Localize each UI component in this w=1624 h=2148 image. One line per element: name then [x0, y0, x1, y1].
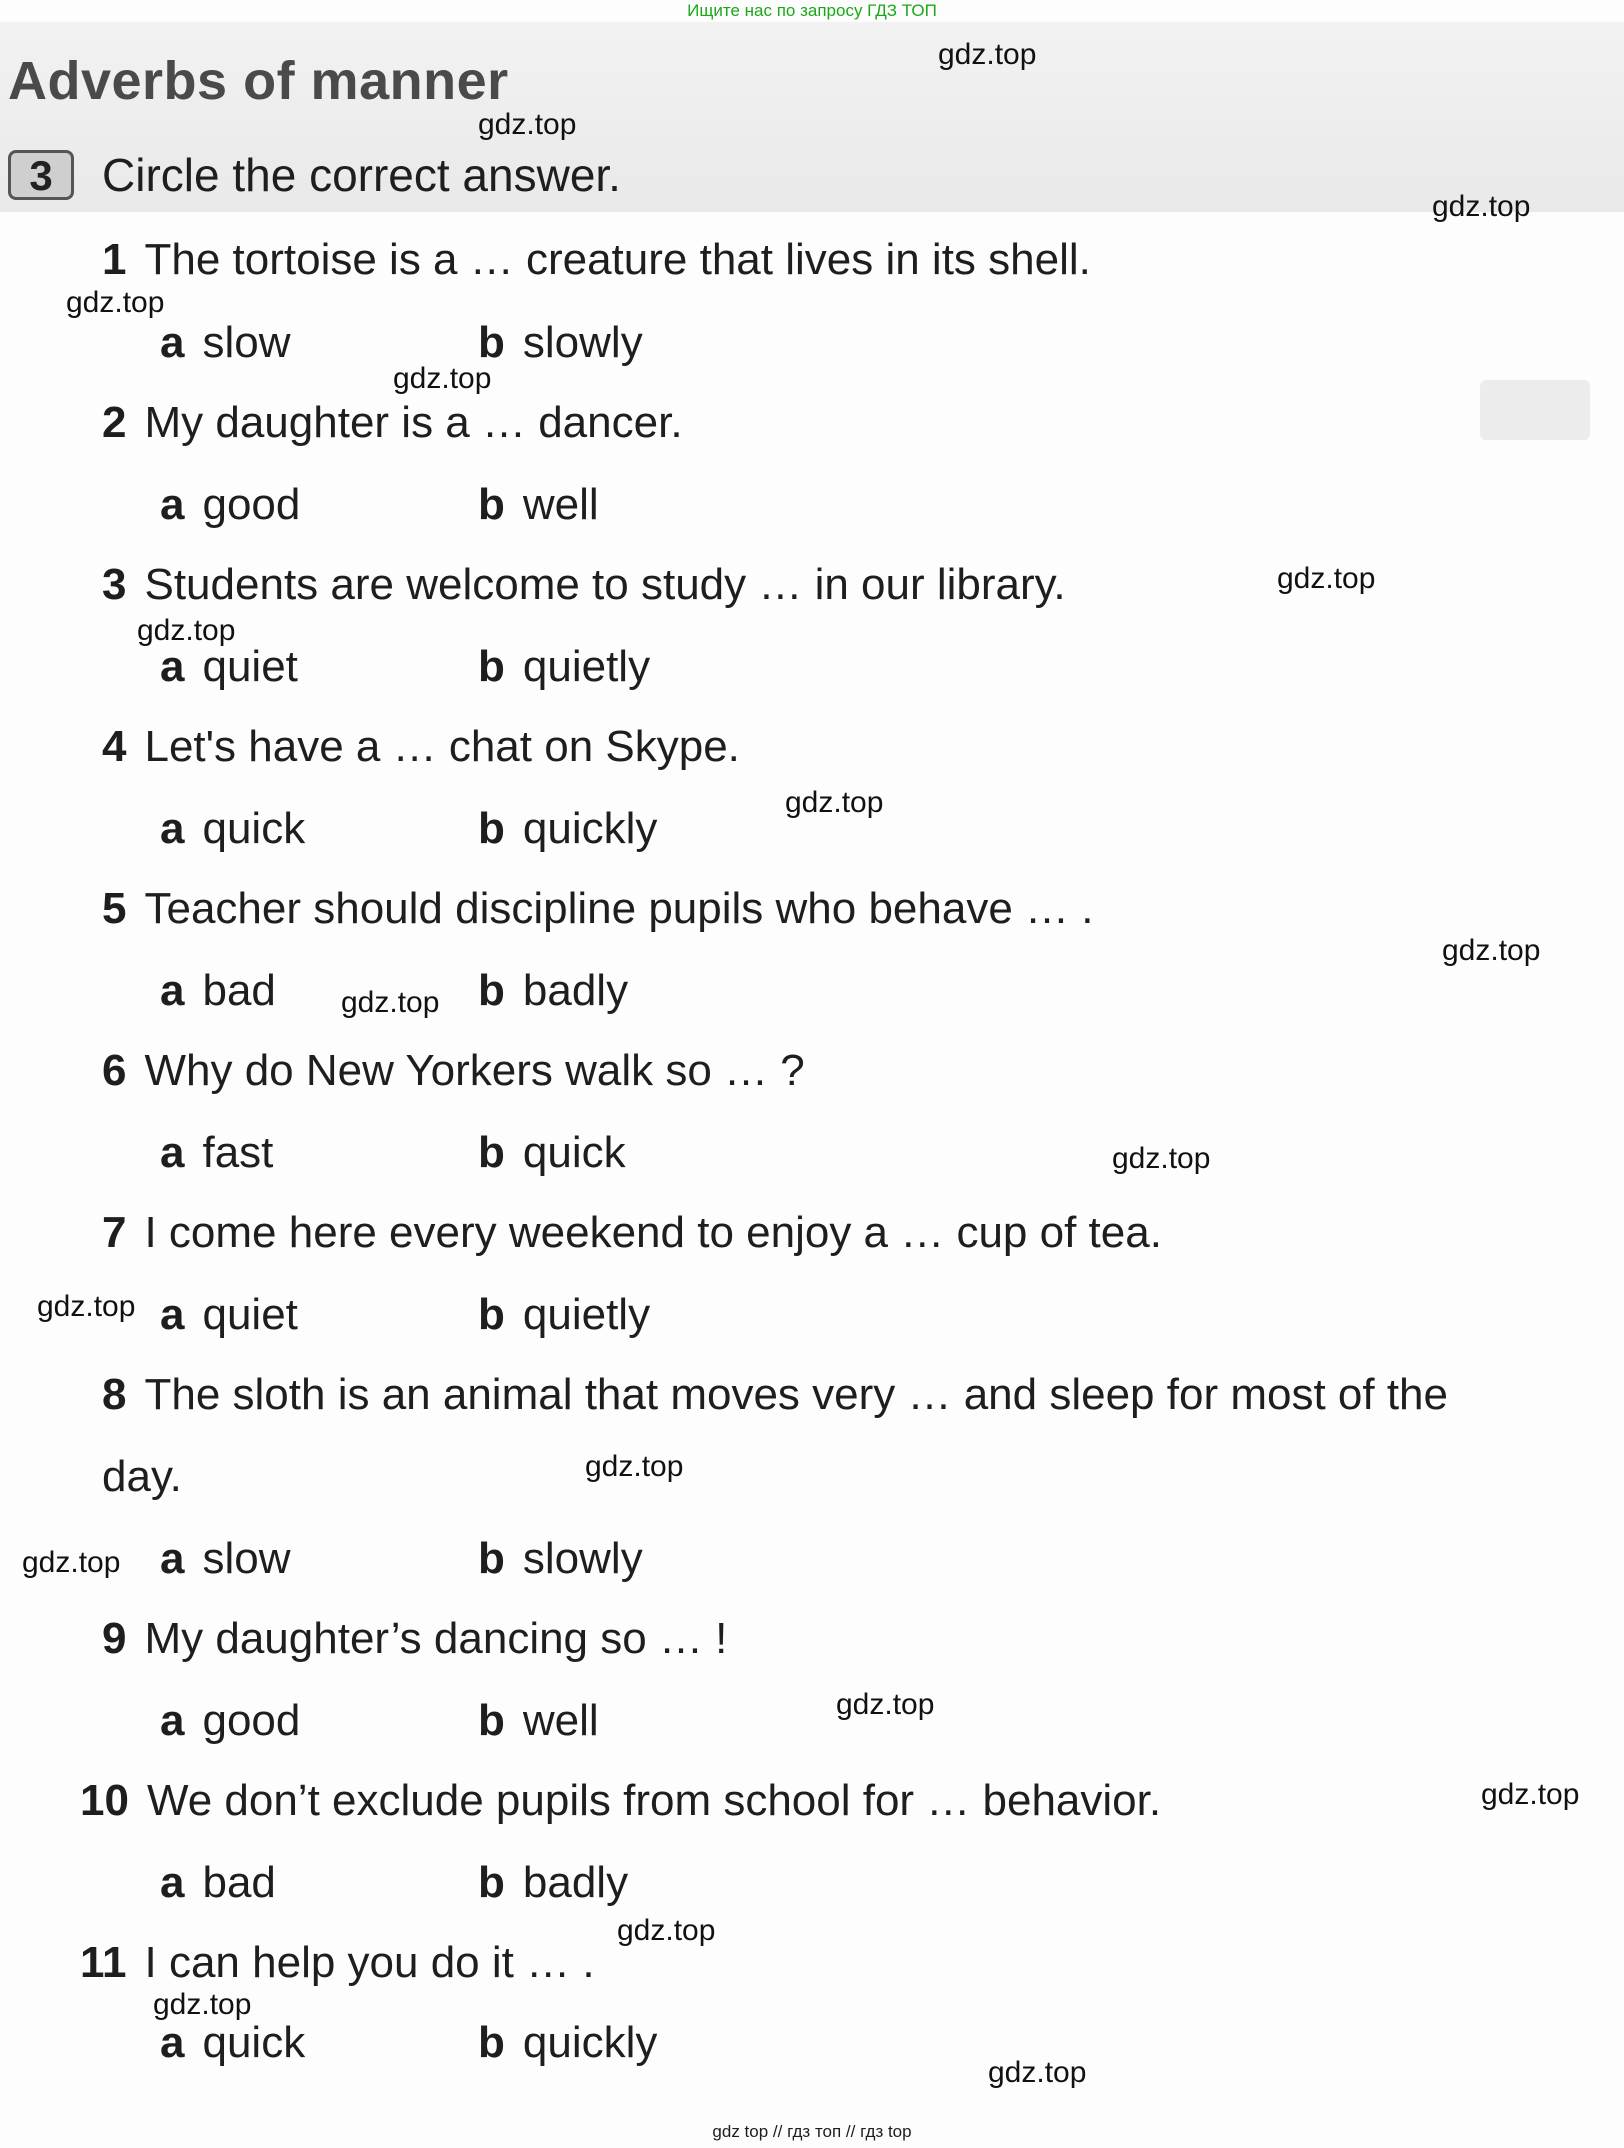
- question-9: [102, 1612, 727, 1666]
- option-letter: a: [160, 2018, 185, 2067]
- question-11-option-a[interactable]: [160, 2016, 305, 2070]
- question-text: I come here every weekend to enjoy a … cup of tea.: [144, 1208, 1162, 1257]
- question-7-option-a[interactable]: [160, 1288, 298, 1342]
- watermark: gdz.top: [617, 1914, 716, 1947]
- exercise-number-badge: 3: [8, 150, 74, 200]
- watermark: gdz.top: [393, 362, 492, 395]
- watermark: gdz.top: [1277, 562, 1376, 595]
- bleed-through-shape: [1480, 380, 1590, 440]
- watermark: gdz.top: [938, 38, 1037, 71]
- option-text: well: [522, 1696, 599, 1745]
- question-9-option-a[interactable]: [160, 1694, 300, 1748]
- question-7: [102, 1206, 1162, 1260]
- question-text: Students are welcome to study … in our library.: [144, 560, 1066, 609]
- option-letter: a: [160, 1290, 185, 1339]
- option-letter: b: [478, 318, 505, 367]
- question-number: 10: [80, 1776, 129, 1825]
- exercise-instruction: Circle the correct answer.: [102, 149, 621, 201]
- question-9-option-b[interactable]: [478, 1694, 599, 1748]
- section-title: Adverbs of manner: [8, 51, 509, 111]
- question-6-option-a[interactable]: [160, 1126, 273, 1180]
- option-text: quickly: [522, 804, 658, 853]
- question-5-option-a[interactable]: [160, 964, 276, 1018]
- question-number: 5: [102, 884, 127, 933]
- option-text: bad: [202, 966, 276, 1015]
- option-letter: a: [160, 480, 185, 529]
- option-letter: a: [160, 1696, 185, 1745]
- option-letter: a: [160, 966, 185, 1015]
- question-4: [102, 720, 740, 774]
- question-1-option-b[interactable]: [478, 316, 643, 370]
- option-letter: a: [160, 804, 185, 853]
- question-11-option-b[interactable]: [478, 2016, 657, 2070]
- option-letter: b: [478, 642, 505, 691]
- watermark: gdz.top: [1481, 1778, 1580, 1811]
- question-text: The tortoise is a … creature that lives in its shell.: [144, 235, 1091, 284]
- option-letter: a: [160, 318, 185, 367]
- option-text: quick: [202, 2018, 306, 2067]
- question-text: My daughter’s dancing so … !: [144, 1614, 728, 1663]
- watermark: gdz.top: [785, 786, 884, 819]
- option-letter: b: [478, 966, 505, 1015]
- option-letter: a: [160, 1534, 185, 1583]
- question-10-option-b[interactable]: [478, 1856, 628, 1910]
- question-4-option-b[interactable]: [478, 802, 657, 856]
- watermark: gdz.top: [137, 614, 236, 647]
- watermark: gdz.top: [478, 108, 577, 141]
- question-number: 7: [102, 1208, 127, 1257]
- question-10-option-a[interactable]: [160, 1856, 276, 1910]
- option-text: quiet: [202, 642, 298, 691]
- watermark: gdz.top: [153, 1988, 252, 2021]
- option-text: good: [202, 1696, 301, 1745]
- question-5: [102, 882, 1094, 936]
- option-text: badly: [522, 1858, 629, 1907]
- question-7-option-b[interactable]: [478, 1288, 650, 1342]
- question-number: 3: [102, 560, 127, 609]
- watermark: gdz.top: [1432, 190, 1531, 223]
- option-text: quickly: [522, 2018, 658, 2067]
- top-banner: Ищите нас по запросу ГДЗ ТОП: [687, 1, 937, 20]
- question-text: We don’t exclude pupils from school for … behavior.: [146, 1776, 1162, 1825]
- watermark: gdz.top: [22, 1546, 121, 1579]
- question-text: Let's have a … chat on Skype.: [144, 722, 740, 771]
- question-1-option-a[interactable]: [160, 316, 291, 370]
- option-text: quietly: [522, 1290, 651, 1339]
- option-text: quiet: [202, 1290, 298, 1339]
- option-text: fast: [202, 1128, 274, 1177]
- option-letter: b: [478, 1290, 505, 1339]
- question-2-option-a[interactable]: [160, 478, 300, 532]
- option-text: quick: [202, 804, 306, 853]
- watermark: gdz.top: [988, 2056, 1087, 2089]
- option-text: slow: [202, 318, 291, 367]
- question-11: [80, 1936, 595, 1990]
- option-letter: a: [160, 1858, 185, 1907]
- watermark: gdz.top: [341, 986, 440, 1019]
- watermark: gdz.top: [1442, 934, 1541, 967]
- watermark: gdz.top: [1112, 1142, 1211, 1175]
- question-10: [80, 1774, 1161, 1828]
- question-text: The sloth is an animal that moves very … and sleep for most of the day.: [102, 1370, 1448, 1501]
- option-text: bad: [202, 1858, 276, 1907]
- option-text: quietly: [522, 642, 651, 691]
- question-text: Why do New Yorkers walk so … ?: [144, 1046, 805, 1095]
- question-3-option-a[interactable]: [160, 640, 298, 694]
- question-number: 9: [102, 1614, 127, 1663]
- option-letter: b: [478, 1696, 505, 1745]
- option-text: quick: [522, 1128, 626, 1177]
- question-text: I can help you do it … .: [144, 1938, 595, 1987]
- question-2: [102, 396, 683, 450]
- option-letter: b: [478, 1858, 505, 1907]
- watermark: gdz.top: [37, 1290, 136, 1323]
- question-number: 6: [102, 1046, 127, 1095]
- question-text: Teacher should discipline pupils who behave … .: [144, 884, 1094, 933]
- option-text: slowly: [522, 1534, 643, 1583]
- question-number: 2: [102, 398, 127, 447]
- watermark: gdz.top: [66, 286, 165, 319]
- question-6: [102, 1044, 805, 1098]
- option-letter: b: [478, 1534, 505, 1583]
- question-text: My daughter is a … dancer.: [144, 398, 683, 447]
- option-letter: a: [160, 642, 185, 691]
- question-number: 1: [102, 235, 127, 284]
- option-text: slow: [202, 1534, 291, 1583]
- option-letter: b: [478, 1128, 505, 1177]
- question-4-option-a[interactable]: [160, 802, 305, 856]
- question-8: [102, 1354, 1522, 1518]
- option-text: slowly: [522, 318, 643, 367]
- question-8-option-b[interactable]: [478, 1532, 643, 1586]
- question-6-option-b[interactable]: [478, 1126, 626, 1180]
- watermark: gdz.top: [836, 1688, 935, 1721]
- question-number: 8: [102, 1370, 127, 1419]
- question-5-option-b[interactable]: [478, 964, 628, 1018]
- question-number: 4: [102, 722, 127, 771]
- question-1: [102, 233, 1091, 287]
- question-3-option-b[interactable]: [478, 640, 650, 694]
- watermark: gdz.top: [585, 1450, 684, 1483]
- option-letter: b: [478, 2018, 505, 2067]
- option-letter: b: [478, 480, 505, 529]
- option-text: badly: [522, 966, 629, 1015]
- question-2-option-b[interactable]: [478, 478, 599, 532]
- question-number: 11: [80, 1938, 127, 1987]
- option-letter: a: [160, 1128, 185, 1177]
- option-text: good: [202, 480, 301, 529]
- option-letter: b: [478, 804, 505, 853]
- bottom-banner: gdz top // гдз топ // гдз top: [712, 2122, 912, 2141]
- question-8-option-a[interactable]: [160, 1532, 291, 1586]
- question-3: [102, 558, 1066, 612]
- option-text: well: [522, 480, 599, 529]
